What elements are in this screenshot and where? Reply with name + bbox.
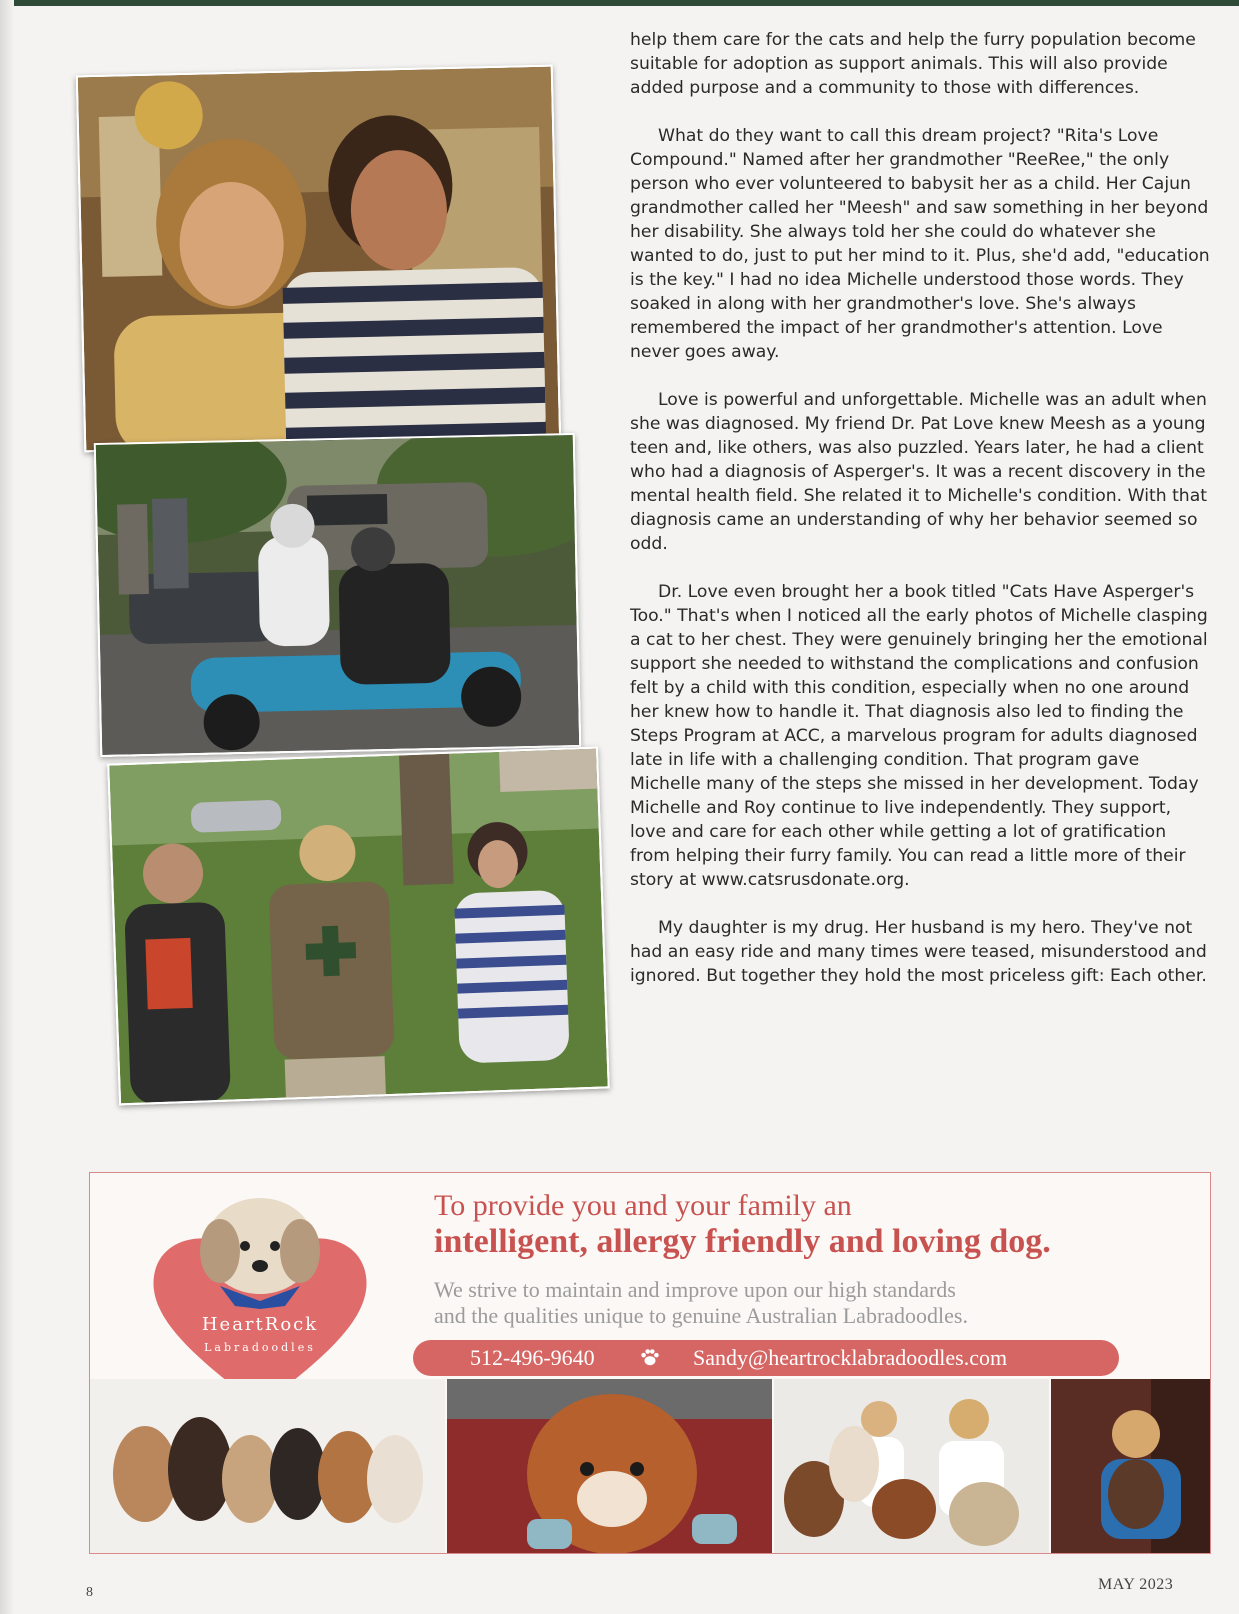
article-paragraph: Love is powerful and unforgettable. Michelle was an adult when she was diagnosed. My friend Dr. Pat Love knew Meesh as a young teen and, like others, was also puzzled. Years later, he had a client who had a diagnosis of Asperger's. It was a recent discovery in the mental health field. She related it to Michelle's condition. With that diagnosis came an understanding of why her behavior seemed so odd.	[630, 390, 1207, 554]
contact-bar	[413, 1340, 1119, 1376]
logo-subtitle: Labradoodles	[204, 1341, 316, 1354]
page-number: 8	[86, 1585, 93, 1600]
top-color-bar	[0, 0, 1239, 6]
photo-grandmother-and-child	[76, 65, 561, 453]
article-paragraph: What do they want to call this dream project? "Rita's Love Compound." Named after her grandmother "ReeRee," the only person who ever volunteered to babysit her as a child. Her Cajun grandmother called her "Meesh" and saw something in her beyond her disability. She always told her she could do whatever she wanted to do, just to put her mind to it. Plus, she'd add, "education is the key." I had no idea Michelle understood those words. They soaked in along with her grandmother's love. She's always remembered the impact of her grandmother's attention. Love never goes away.	[630, 126, 1210, 362]
email-link[interactable]: Sandy@heartrocklabradoodles.com	[693, 1345, 1008, 1370]
phone-number[interactable]: 512-496-9640	[470, 1345, 595, 1370]
photo-family-on-lawn	[107, 747, 610, 1106]
page-binding-shadow	[0, 0, 14, 1614]
ad-tagline-line2: and the qualities unique to genuine Australian Labradoodles.	[434, 1303, 968, 1328]
photo-motorcycle-ride	[94, 433, 581, 757]
ad-headline-line1: To provide you and your family an	[434, 1189, 852, 1222]
ad-headline-line2: intelligent, allergy friendly and loving dog.	[434, 1223, 1051, 1260]
ad-photo-puppies-row	[90, 1379, 445, 1553]
paw-icon	[639, 1346, 661, 1374]
ad-tagline	[434, 1277, 968, 1329]
ad-photo-puppy-closeup	[447, 1379, 772, 1553]
article-paragraph: help them care for the cats and help the furry population become suitable for adoption as support animals. This will also provide added purpose and a community to those with differences.	[630, 30, 1196, 98]
ad-photo-boy-with-puppy	[1051, 1379, 1210, 1553]
logo-name: HeartRock	[201, 1314, 319, 1335]
article-paragraph: Dr. Love even brought her a book titled "Cats Have Asperger's Too." That's when I noticed all the early photos of Michelle clasping a cat to her chest. They were genuinely bringing her the emotional support she needed to withstand the complications and confusion felt by a child with this condition, especially when no one around her knew how to handle it. That diagnosis also led to finding the Steps Program at ACC, a marvelous program for adults diagnosed late in life with a challenging condition. That program gave Michelle many of the steps she missed in her development. Today Michelle and Roy continue to live independently. They support, love and care for each other while getting a lot of gratification from helping their furry family. You can read a little more of their story at www.catsrusdonate.org.	[630, 582, 1208, 890]
ad-tagline-line1: We strive to maintain and improve upon our high standards	[434, 1277, 956, 1302]
article-body	[630, 28, 1210, 1012]
heartrock-advertisement	[89, 1172, 1211, 1554]
ad-photo-women-with-dogs	[774, 1379, 1049, 1553]
issue-date: MAY 2023	[1098, 1576, 1174, 1593]
article-paragraph: My daughter is my drug. Her husband is my hero. They've not had an easy ride and many times were teased, misunderstood and ignored. But together they hold the most priceless gift: Each other.	[630, 918, 1207, 986]
